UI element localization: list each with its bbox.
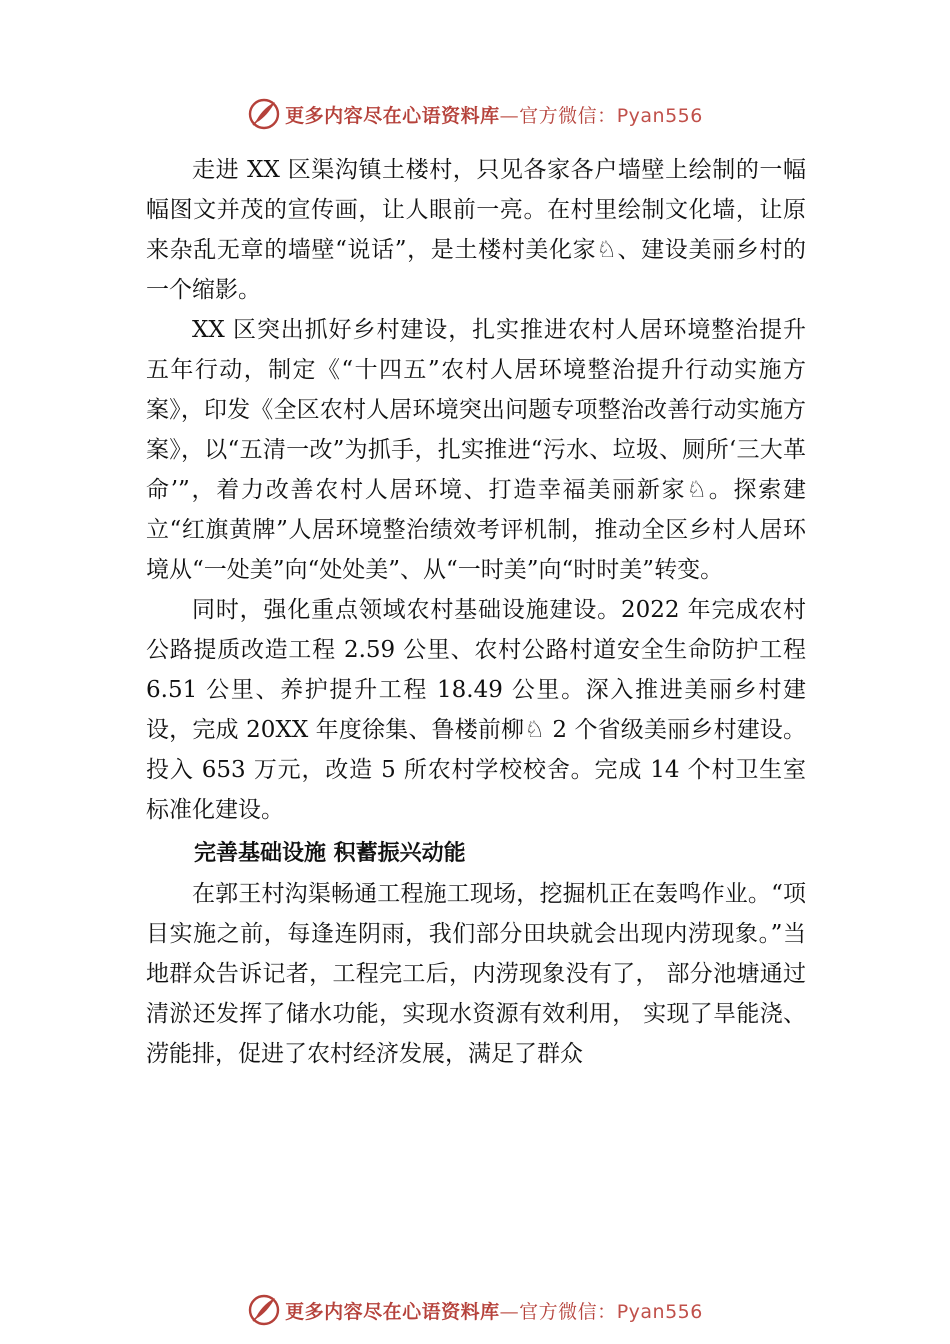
banner-text xyxy=(285,101,703,128)
quill-circle-logo-icon xyxy=(247,97,281,131)
banner-account: Pyan556 xyxy=(616,104,703,127)
banner-site-name: 更多内容尽在心语资料库 xyxy=(285,1300,500,1323)
header-banner xyxy=(0,94,950,134)
banner-separator: — xyxy=(499,104,520,127)
section-heading: 完善基础设施 积蓄振兴动能 xyxy=(194,841,466,866)
banner-account: Pyan556 xyxy=(616,1300,703,1323)
paragraph-2: XX 区突出抓好乡村建设，扎实推进农村人居环境整治提升五年行动，制定《“十四五”农村人居环境整治提升行动实施方案》，印发《全区农村人居环境突出问题专项整治改善行动实施方案》，以“五清一改”为抓手，扎实推进“污水、垃圾、厕所‘三大革命’”，着力改善农村人居环境、打造幸福美丽新家♘。探索建立“红旗黄牌”人居环境整治绩效考评机制，推动全区乡村人居环境从“一处美”向“处处美”、从“一时美”向“时时美”转变。 xyxy=(146,317,806,583)
banner-separator: — xyxy=(499,1300,520,1323)
paragraph-3: 同时，强化重点领域农村基础设施建设。2022 年完成农村公路提质改造工程 2.59 公里、农村公路村道安全生命防护工程 6.51 公里、养护提升工程 18.49 公里。深入推进美丽乡村建设，完成 20XX 年度徐集、鲁楼前柳♘ 2 个省级美丽乡村建设。 投入 653 万元，改造 5 所农村学校校舍。完成 14 个村卫生室标准化建设。 xyxy=(146,597,806,823)
banner-text xyxy=(285,1297,703,1324)
banner-label: 官方微信： xyxy=(519,1300,617,1323)
paragraph-1: 走进 XX 区渠沟镇土楼村，只见各家各户墙壁上绘制的一幅幅图文并茂的宣传画，让人眼前一亮。在村里绘制文化墙，让原来杂乱无章的墙壁“说话”，是土楼村美化家♘、建设美丽乡村的一个缩影。 xyxy=(146,157,806,303)
footer-banner xyxy=(0,1290,950,1330)
paragraph-4: 在郭王村沟渠畅通工程施工现场，挖掘机正在轰鸣作业。“项目实施之前，每逢连阴雨，我们部分田块就会出现内涝现象。”当地群众告诉记者，工程完工后，内涝现象没有了， 部分池塘通过清淤还发挥了储水功能，实现水资源有效利用， 实现了旱能浇、涝能排，促进了农村经济发展，满足了群众 xyxy=(146,881,806,1067)
banner-site-name: 更多内容尽在心语资料库 xyxy=(285,104,500,127)
article-body xyxy=(146,150,806,1074)
banner-label: 官方微信： xyxy=(519,104,617,127)
quill-circle-logo-icon xyxy=(247,1293,281,1327)
